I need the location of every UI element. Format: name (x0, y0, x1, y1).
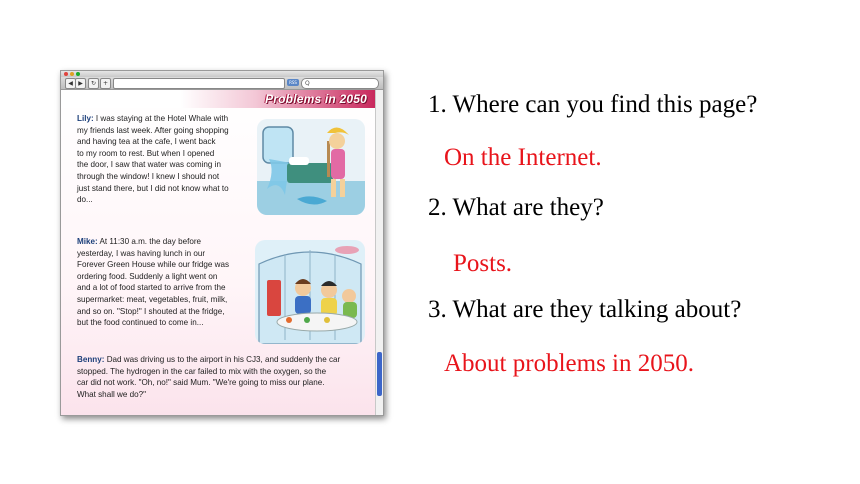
post-line: yesterday, I was having lunch in our (77, 248, 206, 258)
post-author: Benny: (77, 355, 105, 364)
page-banner (61, 90, 375, 108)
vertical-scrollbar[interactable] (375, 90, 383, 415)
post-author: Mike: (77, 237, 98, 246)
rss-icon[interactable]: RSS (287, 79, 299, 86)
post-line: the door, I saw that water was coming in (77, 160, 221, 170)
post-author: Lily: (77, 114, 94, 123)
address-bar[interactable] (113, 78, 285, 89)
reload-button[interactable]: ↻ (88, 78, 99, 89)
post-lily (77, 113, 267, 206)
maximize-window-icon[interactable] (76, 72, 80, 76)
post-mike (77, 236, 267, 329)
search-input[interactable] (301, 78, 379, 89)
post-line: through the window! I knew I should not (77, 171, 220, 181)
post-line: car did not work. "Oh, no!" said Mum. "We're going to miss our plane. (77, 378, 325, 388)
page-title: Problems in 2050 (265, 92, 367, 106)
add-bookmark-button[interactable]: + (100, 78, 111, 89)
post-line: ordering food. Suddenly a light went on (77, 271, 218, 281)
browser-window (60, 70, 384, 416)
post-line: my friends last week. After going shopping (77, 125, 229, 135)
post-line: to my room to rest. But when I opened (77, 148, 215, 158)
post-line: What shall we do?" (77, 389, 147, 399)
answer-3: About problems in 2050. (444, 350, 694, 377)
post-line: and so on. "Stop!" I shouted at the fridge, (77, 306, 225, 316)
answer-1: On the Internet. (444, 144, 602, 171)
post-line: but the food continued to come in... (77, 318, 204, 328)
answer-2: Posts. (453, 250, 513, 277)
question-3: 3. What are they talking about? (428, 296, 742, 323)
close-window-icon[interactable] (64, 72, 68, 76)
post-line: do... (77, 195, 93, 205)
scrollbar-thumb[interactable] (377, 352, 382, 396)
post-line: At 11:30 a.m. the day before (99, 237, 202, 246)
question-2: 2. What are they? (428, 194, 604, 221)
post-line: stopped. The hydrogen in the car failed to mix with the oxygen, so the (77, 366, 327, 376)
question-1: 1. Where can you find this page? (428, 91, 758, 118)
hotel-room-illustration (257, 119, 365, 215)
post-benny (77, 354, 373, 400)
forward-button[interactable]: ▶ (75, 78, 86, 89)
post-line: Forever Green House while our fridge was (77, 260, 230, 270)
post-line: Dad was driving us to the airport in his CJ3, and suddenly the car (106, 355, 341, 364)
web-page-content (61, 90, 375, 415)
post-line: just stand there, but I did not know what to (77, 183, 229, 193)
post-line: supermarket: meat, vegetables, fruit, milk, (77, 294, 228, 304)
minimize-window-icon[interactable] (70, 72, 74, 76)
browser-toolbar (61, 77, 383, 90)
post-line: and a lot of food started to arrive from the (77, 283, 226, 293)
search-icon: Q (305, 80, 310, 87)
post-line: and having tea at the cafe, I went back (77, 137, 216, 147)
lunch-illustration (255, 240, 365, 344)
post-line: I was staying at the Hotel Whale with (95, 114, 229, 123)
back-button[interactable]: ◀ (65, 78, 76, 89)
